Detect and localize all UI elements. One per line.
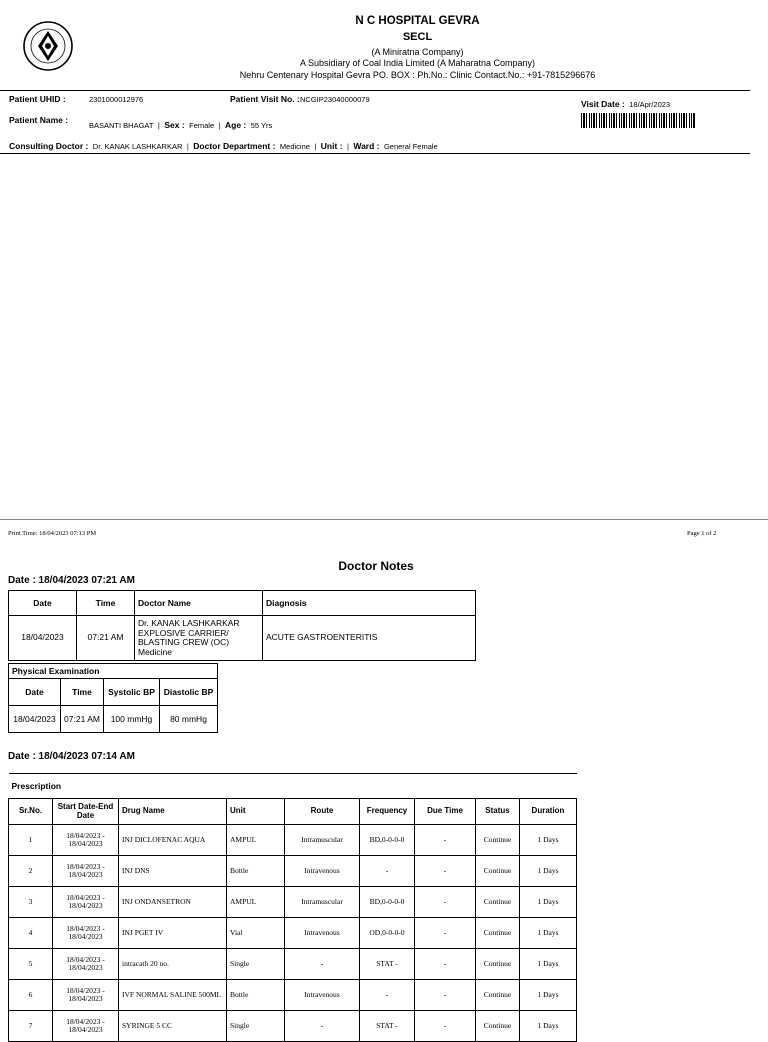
visit-no: NCGIP23040000079 (300, 95, 370, 104)
separator: | (346, 142, 349, 151)
visit-date (581, 94, 670, 112)
doctor-value: Dr. KANAK LASHKARKAR (92, 142, 183, 151)
table-cell: ACUTE GASTROENTERITIS (263, 616, 476, 661)
table-cell: - (285, 1011, 360, 1042)
ward-label: Ward : (353, 141, 380, 151)
table-cell: BD,0-0-0-0 (360, 887, 415, 918)
visit-date-label: Visit Date : (581, 99, 625, 109)
table-cell: - (285, 949, 360, 980)
table-cell: 1 Days (520, 1011, 577, 1042)
table-cell: 1 Days (520, 856, 577, 887)
table-cell: 18/04/2023 - 18/04/2023 (53, 1011, 119, 1042)
table-cell: Intravenous (285, 856, 360, 887)
table-cell: Continue (476, 825, 520, 856)
table-cell: intracath 20 no. (119, 949, 227, 980)
department-label: Doctor Department : (193, 141, 276, 151)
unit-label: Unit : (320, 141, 343, 151)
table-cell: Single (227, 1011, 285, 1042)
table-cell: 1 Days (520, 887, 577, 918)
column-header: Date (9, 591, 77, 616)
table-row (9, 856, 577, 887)
table-row (9, 616, 476, 661)
age-value: 55 Yrs (250, 121, 273, 130)
department-value: Medicine (279, 142, 310, 151)
table-cell: - (415, 1011, 476, 1042)
sex-value: Female (189, 121, 215, 130)
table-cell: AMPUL (227, 887, 285, 918)
doctor-label: Consulting Doctor : (9, 141, 89, 151)
page-number: Page 1 of 2 (687, 530, 717, 537)
patient-demographics (89, 115, 272, 133)
table-cell: - (415, 825, 476, 856)
table-cell: 18/04/2023 - 18/04/2023 (53, 825, 119, 856)
print-time: Print Time: 18/04/2023 07:13 PM (8, 530, 97, 537)
column-header: Status (476, 799, 520, 825)
table-cell: Bottle (227, 856, 285, 887)
table-cell: Continue (476, 856, 520, 887)
table-cell: 1 (9, 825, 53, 856)
table-cell: - (360, 980, 415, 1011)
company-type: (A Miniratna Company) (371, 47, 464, 57)
table-cell: Continue (476, 887, 520, 918)
table-cell: Continue (476, 918, 520, 949)
table-cell: 18/04/2023 (9, 706, 61, 733)
column-header: Due Time (415, 799, 476, 825)
table-cell: IVF NORMAL SALINE 500ML (119, 980, 227, 1011)
table-header-row (9, 679, 218, 706)
table-cell: INJ ONDANSETRON (119, 887, 227, 918)
table-cell: INJ DNS (119, 856, 227, 887)
table-cell: - (360, 856, 415, 887)
visit-no-label: Patient Visit No. : (230, 94, 300, 104)
patient-uhid-label: Patient UHID : (9, 94, 66, 104)
table-cell: Continue (476, 980, 520, 1011)
table-header-row (9, 591, 476, 616)
column-header: Time (61, 679, 104, 706)
table-cell: - (415, 980, 476, 1011)
table-cell: 1 Days (520, 980, 577, 1011)
physical-exam-caption: Physical Examination (9, 664, 218, 679)
patient-name: BASANTI BHAGAT (89, 121, 154, 130)
table-cell: Single (227, 949, 285, 980)
table-cell: - (415, 918, 476, 949)
column-header: Sr.No. (9, 799, 53, 825)
table-caption-row (9, 774, 577, 799)
table-row (9, 918, 577, 949)
prescription-table (8, 773, 577, 1042)
table-row (9, 887, 577, 918)
column-header: Diagnosis (263, 591, 476, 616)
separator: | (157, 121, 160, 130)
hospital-name: N C HOSPITAL GEVRA (355, 15, 480, 27)
table-cell: - (415, 856, 476, 887)
column-header: Drug Name (119, 799, 227, 825)
page-break (0, 519, 768, 520)
column-header: Frequency (360, 799, 415, 825)
patient-uhid: 2301000012976 (89, 95, 144, 104)
doctor-notes-title: Doctor Notes (338, 559, 414, 573)
column-header: Start Date-End Date (53, 799, 119, 825)
hospital-subtitle: SECL (402, 31, 433, 43)
address-line: Nehru Centenary Hospital Gevra PO. BOX : Ph.No.: Clinic Contact.No.: +91-7815296676 (239, 70, 596, 80)
column-header: Diastolic BP (160, 679, 218, 706)
table-row (9, 1011, 577, 1042)
table-cell: 1 Days (520, 949, 577, 980)
physical-exam-table (8, 663, 218, 733)
column-header: Doctor Name (135, 591, 263, 616)
table-cell: 4 (9, 918, 53, 949)
table-cell: Intramuscular (285, 825, 360, 856)
separator: | (314, 142, 317, 151)
table-cell: 18/04/2023 - 18/04/2023 (53, 856, 119, 887)
table-cell: Continue (476, 1011, 520, 1042)
table-cell: 3 (9, 887, 53, 918)
table-cell: AMPUL (227, 825, 285, 856)
column-header: Time (77, 591, 135, 616)
table-cell: 5 (9, 949, 53, 980)
notes-date-heading: Date : 18/04/2023 07:21 AM (8, 575, 135, 586)
column-header: Date (9, 679, 61, 706)
column-header: Route (285, 799, 360, 825)
table-cell: Bottle (227, 980, 285, 1011)
patient-divider (0, 153, 750, 154)
table-cell: SYRINGE 5 CC (119, 1011, 227, 1042)
separator: | (186, 142, 189, 151)
table-cell: BD,0-0-0-0 (360, 825, 415, 856)
table-cell: 1 Days (520, 918, 577, 949)
prescription-caption: Prescription (9, 774, 577, 799)
table-cell: INJ DICLOFENAC AQUA (119, 825, 227, 856)
column-header: Duration (520, 799, 577, 825)
table-header-row (9, 799, 577, 825)
column-header: Unit (227, 799, 285, 825)
subsidiary-line: A Subsidiary of Coal India Limited (A Maharatna Company) (299, 58, 536, 68)
table-cell: 18/04/2023 - 18/04/2023 (53, 980, 119, 1011)
table-cell: 18/04/2023 - 18/04/2023 (53, 887, 119, 918)
table-caption-row (9, 664, 218, 679)
doctor-notes-table (8, 590, 476, 661)
table-cell: Intramuscular (285, 887, 360, 918)
age-label: Age : (224, 120, 247, 130)
table-cell: STAT - (360, 1011, 415, 1042)
prescription-date-heading: Date : 18/04/2023 07:14 AM (8, 751, 135, 762)
table-cell: 80 mmHg (160, 706, 218, 733)
ward-value: General Female (383, 142, 438, 151)
table-cell: - (415, 949, 476, 980)
separator: | (218, 121, 221, 130)
table-cell: Dr. KANAK LASHKARKAR EXPLOSIVE CARRIER/ BLASTING CREW (OC) Medicine (135, 616, 263, 661)
column-header: Systolic BP (104, 679, 160, 706)
table-cell: INJ PGET IV (119, 918, 227, 949)
table-row (9, 949, 577, 980)
table-cell: 07:21 AM (61, 706, 104, 733)
table-cell: 07:21 AM (77, 616, 135, 661)
header-divider (0, 90, 750, 91)
consulting-info (9, 136, 438, 154)
table-cell: 18/04/2023 - 18/04/2023 (53, 949, 119, 980)
table-cell: STAT - (360, 949, 415, 980)
table-cell: 1 Days (520, 825, 577, 856)
patient-name-label: Patient Name : (9, 115, 69, 125)
table-cell: 6 (9, 980, 53, 1011)
table-cell: 7 (9, 1011, 53, 1042)
table-cell: Continue (476, 949, 520, 980)
table-cell: 2 (9, 856, 53, 887)
table-cell: - (415, 887, 476, 918)
table-cell: Intravenous (285, 980, 360, 1011)
table-row (9, 706, 218, 733)
visit-date-value: 18/Apr/2023 (629, 100, 671, 109)
sex-label: Sex : (164, 120, 185, 130)
table-cell: 100 mmHg (104, 706, 160, 733)
table-row (9, 825, 577, 856)
table-cell: OD,0-0-0-0 (360, 918, 415, 949)
table-cell: Vial (227, 918, 285, 949)
table-cell: 18/04/2023 (9, 616, 77, 661)
table-cell: 18/04/2023 - 18/04/2023 (53, 918, 119, 949)
table-cell: Intravenous (285, 918, 360, 949)
barcode (581, 113, 696, 128)
prescription-rows (9, 825, 577, 1042)
table-row (9, 980, 577, 1011)
